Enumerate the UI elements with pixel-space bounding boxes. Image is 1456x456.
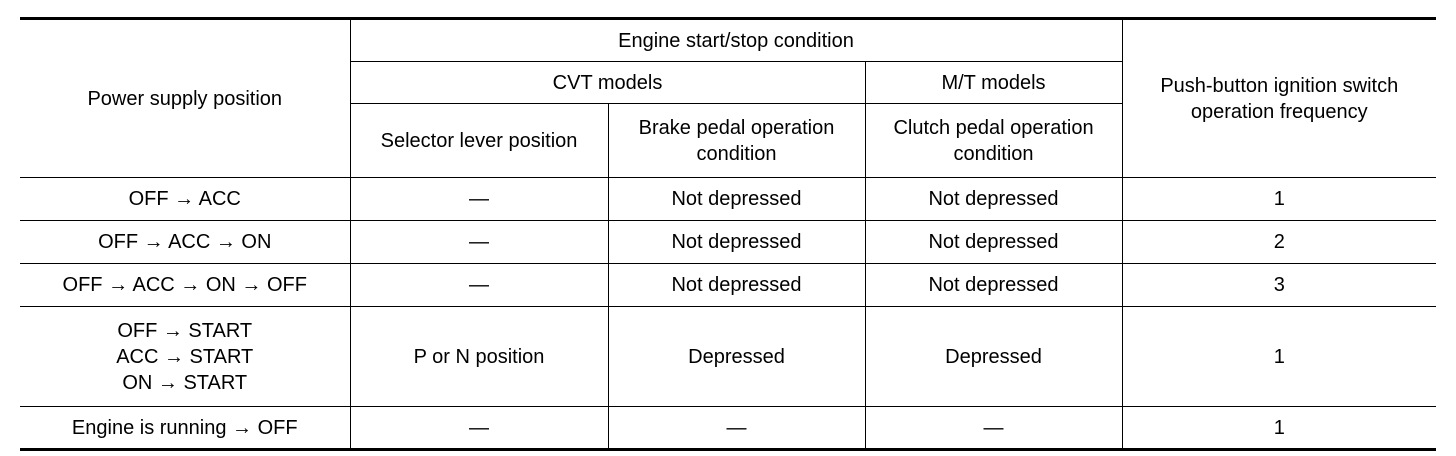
- power-position-line: Engine is running → OFF: [71, 416, 298, 439]
- cvt-models-header: CVT models: [350, 62, 865, 104]
- table-row: [20, 407, 1436, 450]
- selector-cell: —: [350, 221, 608, 264]
- brake-pedal-header-line: condition: [696, 142, 777, 165]
- selector-cell: —: [350, 407, 608, 450]
- selector-lever-header: Selector lever position: [350, 104, 608, 178]
- table-row: [20, 264, 1436, 307]
- header-row: [20, 19, 1436, 62]
- power-position-line: ON → START: [122, 371, 248, 394]
- clutch-cell: Depressed: [865, 307, 1122, 407]
- clutch-pedal-header: [865, 104, 1122, 178]
- brake-pedal-header-line: Brake pedal operation: [638, 116, 835, 139]
- brake-cell: Not depressed: [608, 178, 865, 221]
- engine-condition-header: Engine start/stop condition: [350, 19, 1122, 62]
- frequency-header-line: Push-button ignition switch: [1160, 74, 1399, 97]
- frequency-header-line: operation frequency: [1190, 100, 1368, 123]
- brake-cell: Not depressed: [608, 221, 865, 264]
- power-position-line: OFF → ACC → ON → OFF: [62, 274, 307, 296]
- frequency-cell: 1: [1122, 407, 1436, 450]
- table-row: [20, 178, 1436, 221]
- brake-pedal-header: [608, 104, 865, 178]
- power-position-cell: [20, 221, 350, 264]
- frequency-cell: 3: [1122, 264, 1436, 307]
- power-position-line: ACC → START: [116, 345, 254, 368]
- brake-cell: Not depressed: [608, 264, 865, 307]
- clutch-pedal-header-line: Clutch pedal operation: [893, 116, 1094, 139]
- brake-cell: —: [608, 407, 865, 450]
- clutch-cell: —: [865, 407, 1122, 450]
- table-row: [20, 307, 1436, 407]
- selector-cell: —: [350, 178, 608, 221]
- power-position-cell: [20, 178, 350, 221]
- power-position-cell: [20, 307, 350, 407]
- table-body: [20, 178, 1436, 450]
- clutch-cell: Not depressed: [865, 264, 1122, 307]
- ignition-operation-table: [20, 17, 1436, 451]
- clutch-pedal-header-line: condition: [953, 142, 1034, 165]
- selector-cell: —: [350, 264, 608, 307]
- frequency-cell: 1: [1122, 178, 1436, 221]
- table-header: [20, 19, 1436, 178]
- power-position-line: OFF → ACC: [128, 188, 241, 210]
- power-position-cell: [20, 264, 350, 307]
- table-row: [20, 221, 1436, 264]
- frequency-cell: 2: [1122, 221, 1436, 264]
- power-position-line: OFF → ACC → ON: [98, 231, 272, 253]
- brake-cell: Depressed: [608, 307, 865, 407]
- clutch-cell: Not depressed: [865, 178, 1122, 221]
- power-supply-position-header: Power supply position: [20, 19, 350, 178]
- power-position-line: OFF → START: [117, 319, 253, 342]
- frequency-header: [1122, 19, 1436, 178]
- frequency-cell: 1: [1122, 307, 1436, 407]
- power-position-cell: [20, 407, 350, 450]
- mt-models-header: M/T models: [865, 62, 1122, 104]
- clutch-cell: Not depressed: [865, 221, 1122, 264]
- selector-cell: P or N position: [350, 307, 608, 407]
